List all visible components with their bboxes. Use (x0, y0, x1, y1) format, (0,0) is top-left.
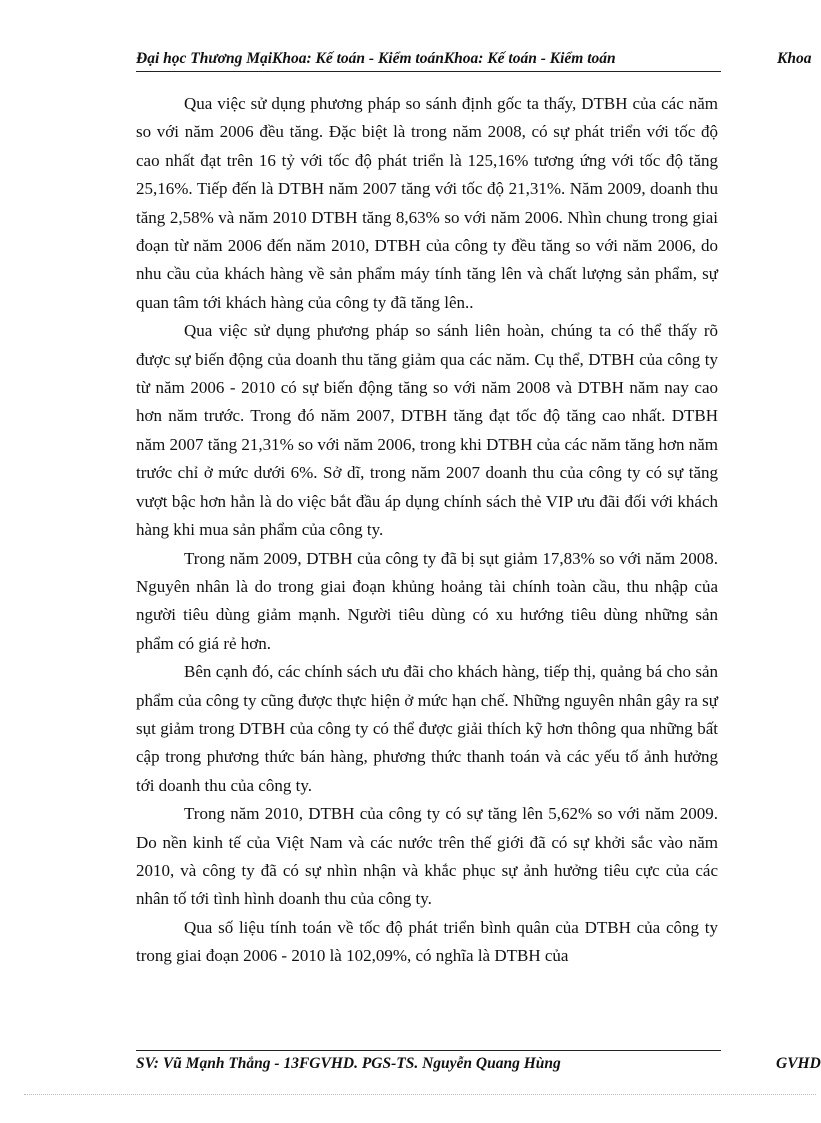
footer-right-text: GVHD (776, 1055, 821, 1072)
paragraph-chain-comparison: Qua việc sử dụng phương pháp so sánh liên hoàn, chúng ta có thể thấy rõ được sự biến động của doanh thu tăng giảm qua các năm. Cụ thể, DTBH của công ty từ năm 2006 - 2010 có sự biến động tăng so với năm 2008 và DTBH năm nay cao hơn năm trước. Trong đó năm 2007, DTBH tăng đạt tốc độ tăng cao nhất. DTBH năm 2007 tăng 21,31% so với năm 2006, trong khi DTBH của các năm tăng hơn năm trước chỉ ở mức dưới 6%. Sở dĩ, trong năm 2007 doanh thu của công ty có sự tăng vượt bậc hơn hẳn là do việc bắt đầu áp dụng chính sách thẻ VIP ưu đãi đối với khách hàng khi mua sản phẩm của công ty. (136, 321, 718, 540)
paragraph-2009-decline: Trong năm 2009, DTBH của công ty đã bị sụt giảm 17,83% so với năm 2008. Nguyên nhân là do trong giai đoạn khủng hoảng tài chính toàn cầu, thu nhập của người tiêu dùng giảm mạnh. Người tiêu dùng có xu hướng tiêu dùng những sản phẩm có giá rẻ hơn. (136, 548, 718, 653)
paragraph-2010-growth: Trong năm 2010, DTBH của công ty có sự tăng lên 5,62% so với năm 2009. Do nền kinh tế của Việt Nam và các nước trên thế giới đã có sự khởi sắc vào năm 2010, và công ty đã có sự nhìn nhận và khắc phục sự ảnh hưởng tiêu cực của các nhân tố tới tình hình doanh thu của công ty. (136, 804, 718, 909)
document-body (136, 90, 718, 971)
footer-left-text: SV: Vũ Mạnh Thắng - 13FGVHD. PGS-TS. Nguyễn Quang Hùng (136, 1055, 561, 1072)
page-footer (136, 1055, 821, 1077)
header-right-text: Khoa (777, 50, 812, 67)
page-header (136, 48, 816, 72)
header-left-text: Đại học Thương MạiKhoa: Kế toán - Kiểm toánKhoa: Kế toán - Kiểm toán (136, 50, 616, 67)
paragraph-average-growth: Qua số liệu tính toán về tốc độ phát triển bình quân của DTBH của công ty trong giai đoạn 2006 - 2010 là 102,09%, có nghĩa là DTBH của (136, 917, 718, 966)
paragraph-fixed-base-comparison: Qua việc sử dụng phương pháp so sánh định gốc ta thấy, DTBH của các năm so với năm 2006 đều tăng. Đặc biệt là trong năm 2008, có sự phát triển với tốc độ cao nhất đạt trên 16 tỷ với tốc độ phát triển là 125,16% tương ứng với tốc độ tăng 25,16%. Tiếp đến là DTBH năm 2007 tăng với tốc độ 21,31%. Năm 2009, doanh thu tăng 2,58% và năm 2010 DTBH tăng 8,63% so với năm 2006. Nhìn chung trong giai đoạn từ năm 2006 đến năm 2010, DTBH của công ty đều tăng so với năm 2006, do nhu cầu của khách hàng về sản phẩm máy tính tăng lên và chất lượng sản phẩm, sự quan tâm tới khách hàng của công ty đã tăng lên.. (136, 94, 718, 312)
page-bottom-dotted-rule (24, 1094, 816, 1095)
footer-divider (136, 1050, 721, 1051)
header-divider (136, 71, 721, 72)
paragraph-policies: Bên cạnh đó, các chính sách ưu đãi cho khách hàng, tiếp thị, quảng bá cho sản phẩm của công ty cũng được thực hiện ở mức hạn chế. Những nguyên nhân gây ra sự sụt giảm trong DTBH của công ty có thể được giải thích kỹ hơn thông qua những bất cập trong phương thức bán hàng, phương thức thanh toán và các yếu tố ảnh hưởng tới doanh thu của công ty. (136, 662, 718, 795)
